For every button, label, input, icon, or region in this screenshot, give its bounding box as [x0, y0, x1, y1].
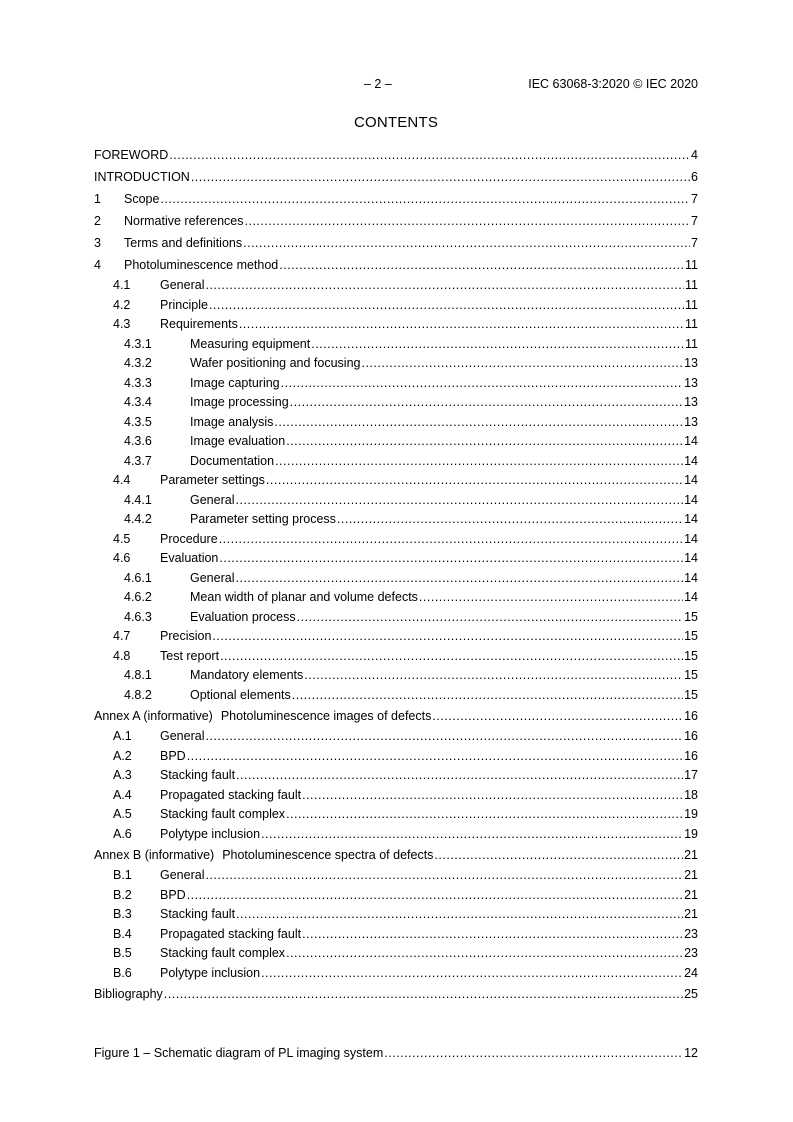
- toc-entry-page: 13: [684, 375, 698, 390]
- toc-entry[interactable]: [94, 747, 698, 767]
- toc-entry-number: A.1: [113, 729, 132, 743]
- toc-entry-title: Parameter setting process: [190, 512, 336, 526]
- toc-entry[interactable]: [94, 866, 698, 886]
- toc-entry-number: 4.4.2: [124, 512, 152, 526]
- toc-entry-page: 21: [684, 868, 698, 882]
- dot-leader: [219, 530, 683, 549]
- toc-entry[interactable]: [94, 254, 698, 276]
- toc-entry-title: Mean width of planar and volume defects: [190, 590, 418, 604]
- toc-entry-number: 4.6.3: [124, 609, 152, 624]
- toc-entry-title: Photoluminescence images of defects: [220, 709, 432, 723]
- toc-entry-title: General: [160, 278, 205, 292]
- dot-leader: [219, 549, 683, 568]
- toc-entry-page: 13: [684, 414, 698, 429]
- toc-entry-title: General: [190, 570, 235, 585]
- toc-entry-number: Annex B (informative): [94, 848, 215, 862]
- toc-entry-number: B.4: [113, 926, 132, 941]
- toc-entry-title: Measuring equipment: [190, 336, 311, 351]
- toc-entry[interactable]: [94, 452, 698, 472]
- toc-entry-number: A.4: [113, 787, 132, 802]
- toc-entry[interactable]: [94, 491, 698, 511]
- dot-leader: [169, 144, 690, 163]
- dot-leader: [292, 686, 683, 705]
- toc-entry-number: 4.3.6: [124, 434, 152, 448]
- toc-entry-title: INTRODUCTION: [94, 170, 190, 184]
- toc-entry[interactable]: [94, 686, 698, 706]
- toc-entry-page: 7: [691, 214, 698, 228]
- toc-entry-title: Stacking fault complex: [160, 946, 286, 960]
- toc-entry-title: Wafer positioning and focusing: [190, 356, 361, 370]
- dot-leader: [235, 491, 683, 510]
- toc-entry-title: Image analysis: [190, 414, 274, 429]
- toc-entry-number: 2: [94, 214, 101, 228]
- toc-entry-title: General: [190, 492, 235, 507]
- toc-entry-title: Figure 1 – Schematic diagram of PL imaging system: [94, 1046, 384, 1060]
- toc-entry-page: 25: [684, 987, 698, 1001]
- toc-entry-number: A.2: [113, 748, 132, 763]
- toc-entry-page: 14: [684, 453, 698, 468]
- toc-entry-number: B.5: [113, 946, 132, 960]
- dot-leader: [274, 413, 683, 432]
- dot-leader: [187, 747, 683, 766]
- toc-entry-title: Propagated stacking fault: [160, 787, 302, 802]
- toc-entry-title: BPD: [160, 887, 186, 902]
- dot-leader: [286, 805, 683, 824]
- toc-entry-number: 4.8: [113, 648, 131, 663]
- toc-entry-number: 4.7: [113, 629, 131, 643]
- toc-entry-title: Polytype inclusion: [160, 965, 261, 980]
- figure-entry[interactable]: [94, 1042, 698, 1064]
- toc-entry-number: B.2: [113, 887, 132, 902]
- toc-entry-number: 4.4.1: [124, 492, 152, 507]
- page-number: – 2 –: [364, 77, 392, 91]
- toc-entry[interactable]: [94, 627, 698, 647]
- dot-leader: [434, 844, 683, 863]
- dot-leader: [160, 188, 690, 207]
- toc-entry-title: BPD: [160, 748, 186, 763]
- toc-entry-title: Normative references: [124, 214, 244, 228]
- toc-entry-page: 11: [685, 297, 698, 312]
- toc-entry[interactable]: [94, 210, 698, 232]
- toc-entry[interactable]: [94, 647, 698, 667]
- toc-entry-number: A.3: [113, 768, 132, 782]
- toc-entry-page: 14: [684, 434, 698, 448]
- dot-leader: [187, 886, 683, 905]
- toc-entry-title: Image processing: [190, 395, 289, 409]
- toc-entry-title: Procedure: [160, 531, 218, 546]
- toc-entry-page: 11: [685, 317, 698, 331]
- dot-leader: [205, 727, 683, 746]
- dot-leader: [279, 254, 684, 273]
- toc-entry-title: Photoluminescence spectra of defects: [222, 848, 434, 862]
- toc-entry[interactable]: [94, 471, 698, 491]
- toc-entry[interactable]: [94, 588, 698, 608]
- toc-entry-title: Terms and definitions: [124, 236, 243, 250]
- toc-entry-title: Precision: [160, 629, 212, 643]
- toc-entry[interactable]: [94, 805, 698, 825]
- dot-leader: [220, 647, 683, 666]
- toc-entry-title: Principle: [160, 297, 208, 312]
- toc-entry-number: 4.3.5: [124, 414, 152, 429]
- dot-leader: [191, 166, 690, 185]
- toc-entry[interactable]: [94, 886, 698, 906]
- toc-entry-title: Requirements: [160, 317, 238, 331]
- toc-entry-page: 15: [684, 687, 698, 702]
- dot-leader: [243, 232, 690, 251]
- toc-entry-number: 4.8.1: [124, 668, 152, 682]
- toc-entry-title: Image evaluation: [190, 434, 286, 448]
- toc-entry-page: 16: [684, 729, 698, 743]
- toc-entry[interactable]: [94, 354, 698, 374]
- toc-entry-page: 11: [685, 278, 698, 292]
- dot-leader: [205, 866, 683, 885]
- dot-leader: [290, 393, 683, 412]
- toc-entry-title: General: [160, 868, 205, 882]
- dot-leader: [286, 432, 683, 451]
- toc-entry[interactable]: [94, 188, 698, 210]
- dot-leader: [286, 944, 683, 963]
- toc-entry-number: 4.1: [113, 278, 131, 292]
- dot-leader: [361, 354, 683, 373]
- toc-entry-page: 15: [684, 609, 698, 624]
- toc-entry[interactable]: [94, 296, 698, 316]
- toc-entry-title: FOREWORD: [94, 148, 169, 162]
- standard-reference: IEC 63068-3:2020 © IEC 2020: [528, 77, 698, 91]
- toc-entry-number: A.5: [113, 807, 132, 821]
- toc-entry-number: 4.5: [113, 531, 131, 546]
- toc-entry-number: B.6: [113, 965, 132, 980]
- toc-entry-page: 14: [684, 590, 698, 604]
- page-title: CONTENTS: [353, 114, 439, 131]
- toc-entry[interactable]: [94, 276, 698, 296]
- toc-entry[interactable]: [94, 144, 698, 166]
- toc-entry-page: 12: [684, 1046, 698, 1060]
- toc-entry-number: 3: [94, 236, 101, 250]
- dot-leader: [266, 471, 683, 490]
- toc-entry-page: 19: [684, 826, 698, 841]
- toc-entry-page: 6: [691, 170, 698, 184]
- dot-leader: [302, 786, 683, 805]
- toc-entry-page: 23: [684, 946, 698, 960]
- toc-entry[interactable]: [94, 727, 698, 747]
- dot-leader: [419, 588, 683, 607]
- toc-entry-page: 11: [685, 336, 698, 351]
- toc-entry-page: 21: [684, 848, 698, 862]
- toc-entry-page: 15: [684, 668, 698, 682]
- dot-leader: [337, 510, 683, 529]
- toc-entry-title: General: [160, 729, 205, 743]
- toc-entry-title: Stacking fault: [160, 907, 236, 921]
- toc-entry-title: Parameter settings: [160, 473, 265, 487]
- toc-entry[interactable]: [94, 666, 698, 686]
- dot-leader: [311, 335, 684, 354]
- toc-entry[interactable]: [94, 374, 698, 394]
- toc-entry-number: 4.6.2: [124, 590, 152, 604]
- toc-entry-number: 4: [94, 258, 101, 272]
- toc-entry-title: Documentation: [190, 453, 275, 468]
- toc-entry-title: Polytype inclusion: [160, 826, 261, 841]
- dot-leader: [432, 705, 683, 724]
- dot-leader: [302, 925, 683, 944]
- toc-entry-number: 4.6.1: [124, 570, 152, 585]
- toc-entry[interactable]: [94, 983, 698, 1005]
- toc-entry[interactable]: [94, 766, 698, 786]
- toc-entry-page: 14: [684, 570, 698, 585]
- toc-entry-title: Mandatory elements: [190, 668, 304, 682]
- toc-entry-page: 21: [684, 887, 698, 902]
- toc-entry-page: 11: [685, 258, 698, 272]
- toc-entry[interactable]: [94, 925, 698, 945]
- dot-leader: [297, 608, 683, 627]
- toc-entry-number: A.6: [113, 826, 132, 841]
- toc-entry-title: Scope: [124, 192, 160, 206]
- toc-entry-title: Image capturing: [190, 375, 280, 390]
- toc-entry[interactable]: [94, 510, 698, 530]
- toc-entry-page: 14: [684, 473, 698, 487]
- toc-entry-number: 4.3.3: [124, 375, 152, 390]
- toc-entry-number: Annex A (informative): [94, 709, 213, 723]
- toc-entry-number: 4.2: [113, 297, 131, 312]
- toc-entry[interactable]: [94, 232, 698, 254]
- toc-entry-page: 13: [684, 395, 698, 409]
- toc-entry-number: 4.3.1: [124, 336, 152, 351]
- dot-leader: [212, 627, 683, 646]
- toc-entry-page: 7: [691, 236, 698, 250]
- toc-entry[interactable]: [94, 905, 698, 925]
- toc-entry[interactable]: [94, 413, 698, 433]
- toc-entry-page: 23: [684, 926, 698, 941]
- toc-entry[interactable]: [94, 608, 698, 628]
- dot-leader: [261, 825, 683, 844]
- toc-entry[interactable]: [94, 705, 698, 727]
- dot-leader: [245, 210, 691, 229]
- toc-entry[interactable]: [94, 432, 698, 452]
- toc-entry[interactable]: [94, 825, 698, 845]
- toc-entry[interactable]: [94, 964, 698, 984]
- toc-entry-number: 4.3.2: [124, 356, 152, 370]
- toc-entry-number: 4.3.4: [124, 395, 152, 409]
- toc-entry-page: 19: [684, 807, 698, 821]
- toc-entry-page: 7: [691, 192, 698, 206]
- dot-leader: [236, 905, 683, 924]
- dot-leader: [239, 315, 684, 334]
- page-header: [94, 76, 698, 92]
- toc-entry-page: 15: [684, 629, 698, 643]
- dot-leader: [281, 374, 683, 393]
- toc-entry-number: 4.8.2: [124, 687, 152, 702]
- toc-entry-title: Evaluation: [160, 551, 219, 565]
- toc-entry-number: B.3: [113, 907, 132, 921]
- dot-leader: [236, 766, 683, 785]
- toc-entry-number: 4.6: [113, 551, 131, 565]
- toc-entry-page: 16: [684, 709, 698, 723]
- toc-entry-page: 21: [684, 907, 698, 921]
- toc-entry[interactable]: [94, 944, 698, 964]
- toc-entry[interactable]: [94, 786, 698, 806]
- dot-leader: [235, 569, 683, 588]
- toc-entry-number: 4.3.7: [124, 453, 152, 468]
- toc-entry-title: Evaluation process: [190, 609, 296, 624]
- dot-leader: [164, 983, 683, 1002]
- toc-entry[interactable]: [94, 315, 698, 335]
- toc-entry-page: 14: [684, 512, 698, 526]
- dot-leader: [275, 452, 683, 471]
- toc-entry-title: Photoluminescence method: [124, 258, 279, 272]
- toc-entry-title: Propagated stacking fault: [160, 926, 302, 941]
- toc-entry-title: Stacking fault complex: [160, 807, 286, 821]
- toc-entry-number: 1: [94, 192, 101, 206]
- list-of-figures: [94, 1042, 698, 1064]
- toc-entry[interactable]: [94, 530, 698, 550]
- dot-leader: [304, 666, 683, 685]
- toc-entry[interactable]: [94, 549, 698, 569]
- dot-leader: [261, 964, 683, 983]
- dot-leader: [209, 296, 684, 315]
- toc-entry-page: 13: [684, 356, 698, 370]
- toc-entry-title: Test report: [160, 648, 220, 663]
- toc-entry-title: Stacking fault: [160, 768, 236, 782]
- toc-entry-page: 17: [684, 768, 698, 782]
- toc-entry-number: B.1: [113, 868, 132, 882]
- toc-entry-page: 14: [684, 551, 698, 565]
- dot-leader: [384, 1042, 683, 1061]
- toc-entry-page: 15: [684, 648, 698, 663]
- toc-entry-page: 4: [691, 148, 698, 162]
- toc-entry[interactable]: [94, 393, 698, 413]
- table-of-contents: [94, 144, 698, 1005]
- toc-entry-page: 14: [684, 531, 698, 546]
- toc-entry[interactable]: [94, 569, 698, 589]
- toc-entry[interactable]: [94, 335, 698, 355]
- toc-entry-title: Optional elements: [190, 687, 291, 702]
- toc-entry-title: Bibliography: [94, 987, 163, 1001]
- toc-entry[interactable]: [94, 844, 698, 866]
- toc-entry-page: 24: [684, 965, 698, 980]
- toc-entry[interactable]: [94, 166, 698, 188]
- toc-entry-page: 18: [684, 787, 698, 802]
- dot-leader: [205, 276, 684, 295]
- toc-entry-number: 4.3: [113, 317, 131, 331]
- toc-entry-page: 14: [684, 492, 698, 507]
- toc-entry-page: 16: [684, 748, 698, 763]
- toc-entry-number: 4.4: [113, 473, 131, 487]
